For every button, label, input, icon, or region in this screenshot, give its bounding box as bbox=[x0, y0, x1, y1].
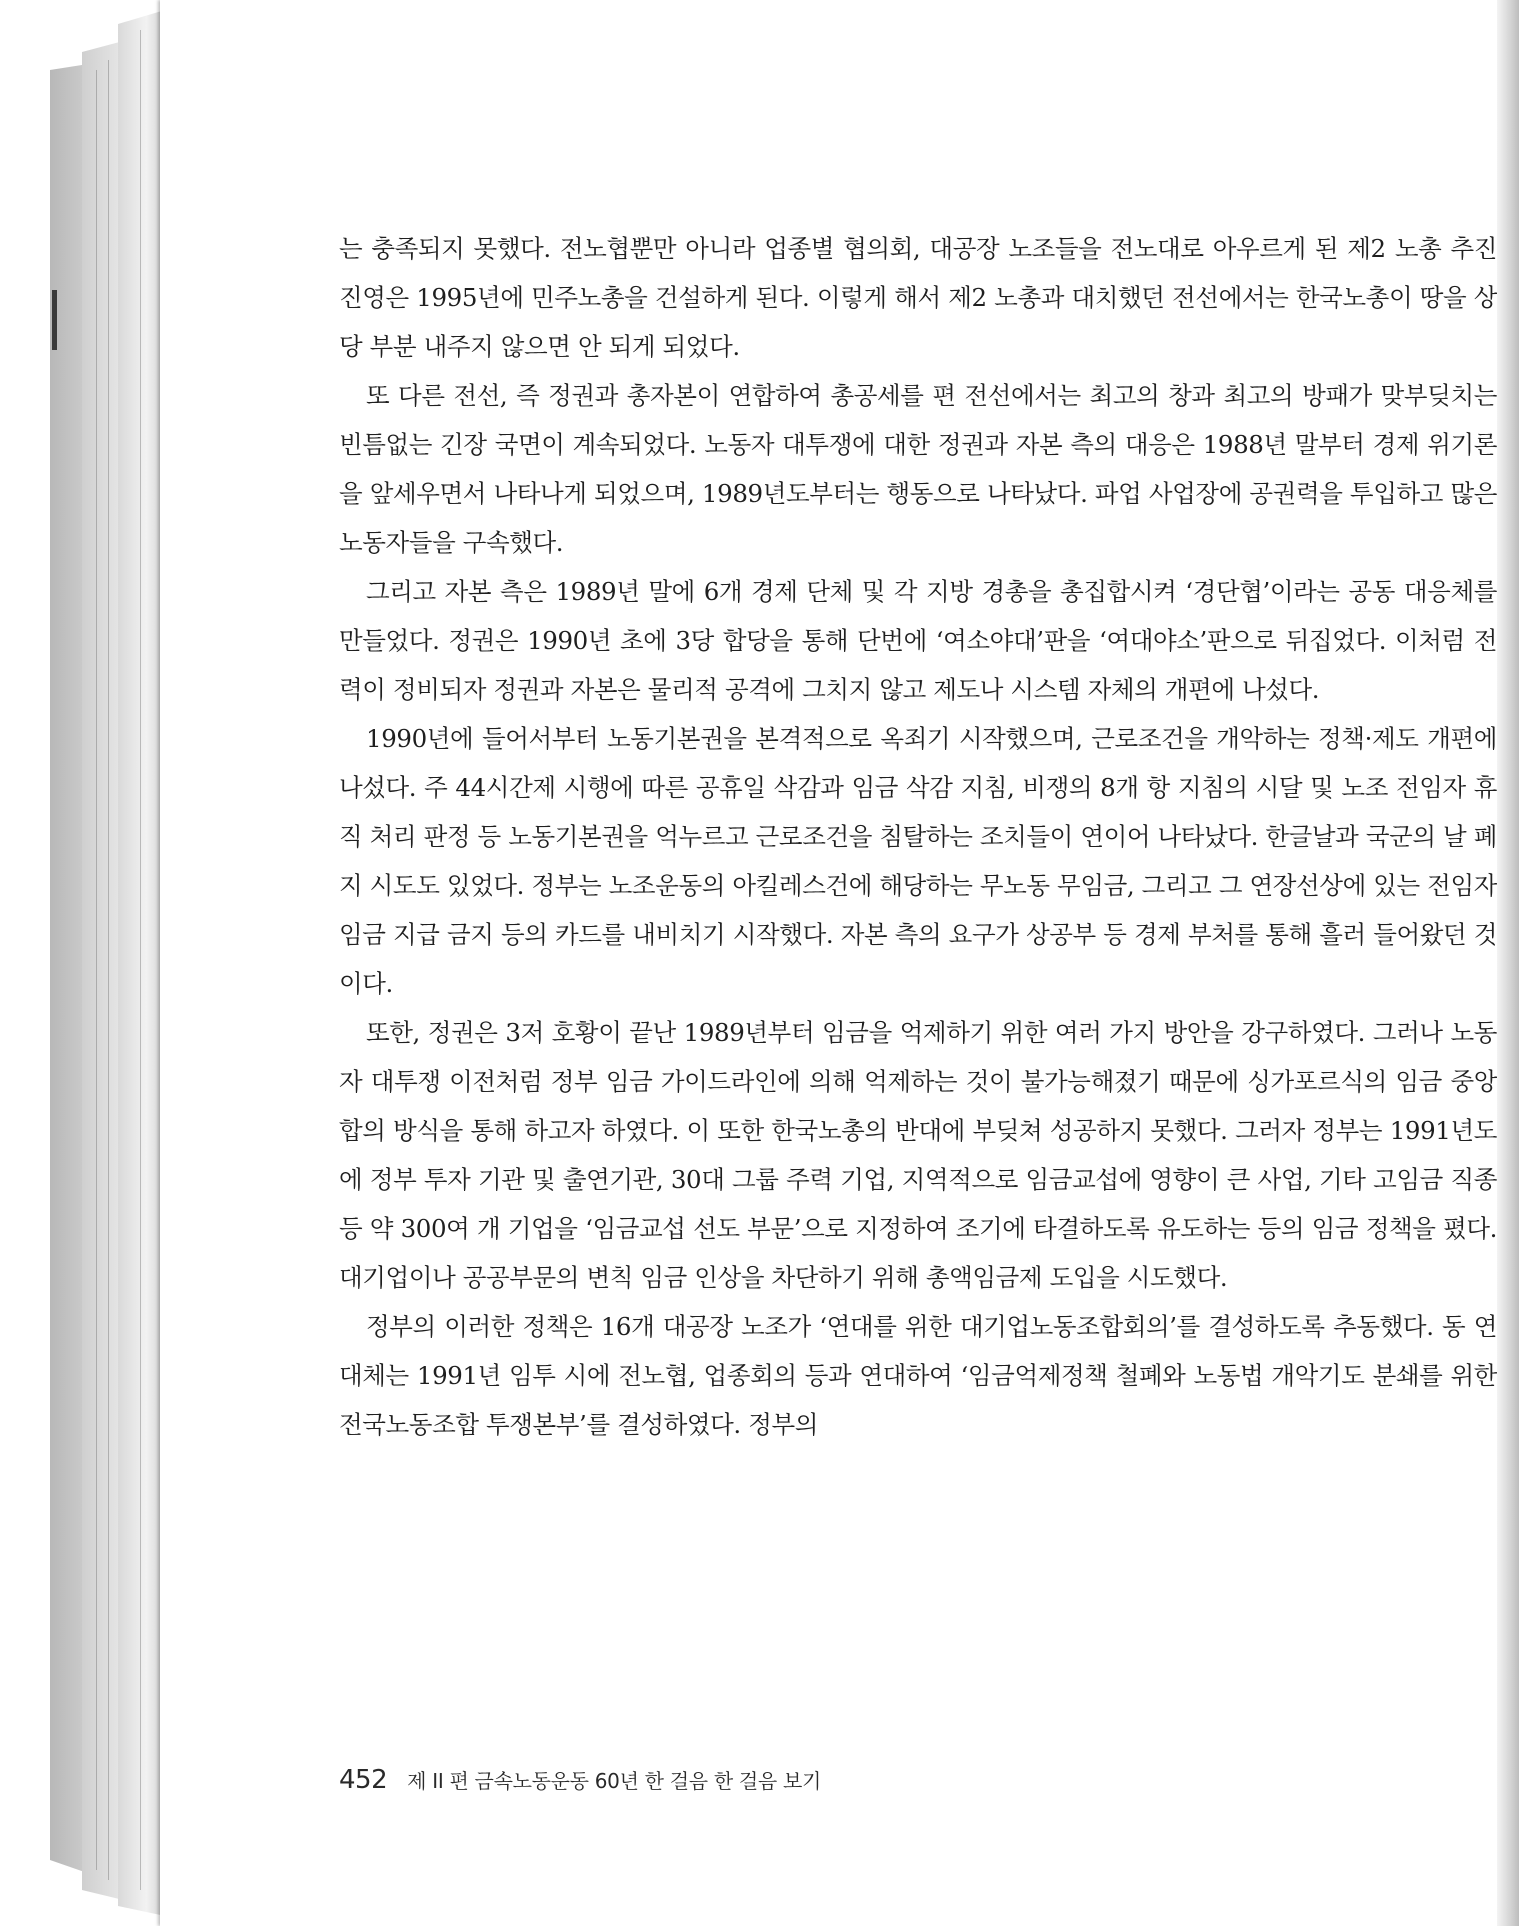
paragraph: 정부의 이러한 정책은 16개 대공장 노조가 ‘연대를 위한 대기업노동조합회의’를 결성하도록 추동했다. 동 연대체는 1991년 임투 시에 전노협, 업종회의 등과 연대하여 ‘임금억제정책 철폐와 노동법 개악기도 분쇄를 위한 전국노동조합 투쟁본부’를 결성하였다. 정부의 bbox=[339, 1312, 1497, 1439]
paragraph: 1990년에 들어서부터 노동기본권을 본격적으로 옥죄기 시작했으며, 근로조건을 개악하는 정책·제도 개편에 나섰다. 주 44시간제 시행에 따른 공휴일 삭감과 임금 삭감 지침, 비쟁의 8개 항 지침의 시달 및 노조 전임자 휴직 처리 판정 등 노동기본권을 억누르고 근로조건을 침탈하는 조치들이 연이어 나타났다. 한글날과 국군의 날 폐지 시도도 있었다. 정부는 노조운동의 아킬레스건에 해당하는 무노동 무임금, 그리고 그 연장선상에 있는 전임자 임금 지급 금지 등의 카드를 내비치기 시작했다. 자본 측의 요구가 상공부 등 경제 부처를 통해 흘러 들어왔던 것이다. bbox=[339, 724, 1497, 998]
paragraph: 는 충족되지 못했다. 전노협뿐만 아니라 업종별 협의회, 대공장 노조들을 전노대로 아우르게 된 제2 노총 추진 진영은 1995년에 민주노총을 건설하게 된다. 이렇게 해서 제2 노총과 대치했던 전선에서는 한국노총이 땅을 상당 부분 내주지 않으면 안 되게 되었다. bbox=[339, 234, 1497, 361]
section-tab-mark bbox=[52, 290, 57, 350]
page-stack-front bbox=[118, 10, 165, 1916]
paragraph: 그리고 자본 측은 1989년 말에 6개 경제 단체 및 각 지방 경총을 총집합시켜 ‘경단협’이라는 공동 대응체를 만들었다. 정권은 1990년 초에 3당 합당을 통해 단번에 ‘여소야대’판을 ‘여대야소’판으로 뒤집었다. 이처럼 전력이 정비되자 정권과 자본은 물리적 공격에 그치지 않고 제도나 시스템 자체의 개편에 나섰다. bbox=[339, 577, 1497, 704]
book-page bbox=[160, 0, 1497, 1926]
page-number: 452 bbox=[339, 1765, 388, 1795]
running-title: 제 II 편 금속노동운동 60년 한 걸음 한 걸음 보기 bbox=[407, 1769, 822, 1793]
page-right-shadow bbox=[1497, 0, 1519, 1926]
page-edge-line bbox=[96, 70, 97, 1870]
page-edge-line bbox=[140, 30, 141, 1890]
body-text bbox=[339, 224, 1497, 1449]
page-edge-line bbox=[108, 60, 109, 1880]
page-stack-edge bbox=[0, 0, 165, 1926]
page-footer bbox=[339, 1765, 821, 1795]
paragraph: 또 다른 전선, 즉 정권과 총자본이 연합하여 총공세를 편 전선에서는 최고의 창과 최고의 방패가 맞부딪치는 빈틈없는 긴장 국면이 계속되었다. 노동자 대투쟁에 대한 정권과 자본 측의 대응은 1988년 말부터 경제 위기론을 앞세우면서 나타나게 되었으며, 1989년도부터는 행동으로 나타났다. 파업 사업장에 공권력을 투입하고 많은 노동자들을 구속했다. bbox=[339, 381, 1497, 557]
paragraph: 또한, 정권은 3저 호황이 끝난 1989년부터 임금을 억제하기 위한 여러 가지 방안을 강구하였다. 그러나 노동자 대투쟁 이전처럼 정부 임금 가이드라인에 의해 억제하는 것이 불가능해졌기 때문에 싱가포르식의 임금 중앙 합의 방식을 통해 하고자 하였다. 이 또한 한국노총의 반대에 부딪쳐 성공하지 못했다. 그러자 정부는 1991년도에 정부 투자 기관 및 출연기관, 30대 그룹 주력 기업, 지역적으로 임금교섭에 영향이 큰 사업, 기타 고임금 직종 등 약 300여 개 기업을 ‘임금교섭 선도 부문’으로 지정하여 조기에 타결하도록 유도하는 등의 임금 정책을 폈다. 대기업이나 공공부문의 변칙 임금 인상을 차단하기 위해 총액임금제 도입을 시도했다. bbox=[339, 1018, 1497, 1292]
